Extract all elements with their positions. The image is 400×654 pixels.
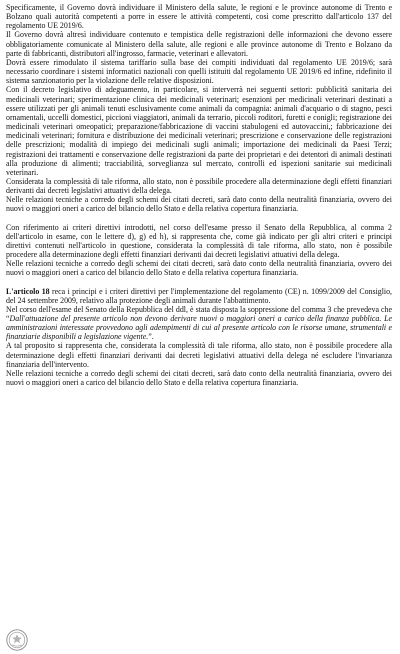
paragraph-with-quote bbox=[6, 305, 392, 342]
paragraph-article-18 bbox=[6, 287, 392, 305]
paragraph: Nelle relazioni tecniche a corredo degli schemi dei citati decreti, sarà dato conto della neutralità finanziaria, ovvero dei nuovi o maggiori oneri a carico del bilancio dello Stato e della relativa copertura finanziaria. bbox=[6, 259, 392, 278]
article-heading: L'articolo 18 bbox=[6, 286, 50, 296]
quoted-text: Dall'attuazione del presente articolo non devono derivare nuovi o maggiori oneri a carico della finanza pubblica. Le amministrazioni interessate provvedono agli adempimenti di cui al presente articolo con le risorse umane, strumentali e finanziarie disponibili a legislazione vigente. bbox=[6, 314, 392, 342]
paragraph: Il Governo dovrà altresì individuare contenuto e tempistica delle registrazioni delle informazioni che devono essere obbligatoriamente comunicate al Ministero della salute, alle regioni e alle province autonome di Trento e Bolzano da parte di fabbricanti, distributori all'ingrosso, farmacie, veterinari e allevatori. bbox=[6, 30, 392, 58]
paragraph: Nelle relazioni tecniche a corredo degli schemi dei citati decreti, sarà dato conto della neutralità finanziaria, ovvero dei nuovi o maggiori oneri a carico del bilancio dello Stato e della relativa copertura finanziaria. bbox=[6, 368, 392, 388]
paragraph: Specificamente, il Governo dovrà individuare il Ministero della salute, le regioni e le province autonome di Trento e Bolzano quali autorità competenti a porre in essere le attività competenti, così come prescritto dall'articolo 137 del regolamento UE 2019/6. bbox=[6, 3, 392, 31]
paragraph: Dovrà essere rimodulato il sistema tariffario sulla base dei compiti individuati dal regolamento UE 2019/6; sarà necessario coordinare i sistemi informatici nazionali con quelli istituiti dal regolamento UE 2019/6 ed infine, ridefinito il sistema sanzionatorio per la violazione delle relative disposizioni. bbox=[6, 57, 392, 86]
paragraph: Considerata la complessità di tale riforma, allo stato, non è possibile procedere alla determinazione degli effetti finanziari derivanti dai decreti legislativi attuativi della delega. bbox=[6, 176, 392, 196]
paragraph: A tal proposito si rappresenta che, considerata la complessità di tale riforma, allo stato, non è possibile procedere alla determinazione degli effetti finanziari derivanti dai decreti legislativi attuativi della delega né escludere l'invarianza finanziaria dell'intervento. bbox=[6, 341, 392, 369]
paragraph: Nelle relazioni tecniche a corredo degli schemi dei citati decreti, sarà dato conto della neutralità finanziaria, ovvero dei nuovi o maggiori oneri a carico del bilancio dello Stato e della relativa copertura finanziaria. bbox=[6, 195, 392, 214]
paragraph-tail: ”. bbox=[148, 332, 154, 342]
paragraph: Con riferimento ai criteri direttivi introdotti, nel corso dell'esame presso il Senato della Repubblica, al comma 2 dell'articolo in esame, con le lettere d), g) ed h), si rappresenta che, come già indicato per gli altri criteri e principi direttivi contenuti nell'articolo in questione, considerata la complessità di tale riforma, allo stato, non è possibile procedere alla determinazione degli effetti finanziari derivanti dai decreti legislativi attuativi della delega. bbox=[6, 222, 392, 260]
official-seal-icon bbox=[6, 629, 28, 651]
paragraph: Con il decreto legislativo di adeguamento, in particolare, si interverrà nei seguenti settori: pubblicità sanitaria dei medicinali veterinari; sperimentazione clinica dei medicinali veterinari; esenzioni per medicinali veterinari destinati a essere utilizzati per gli animali tenuti esclusivamente come animali da compagnia: animali d'acquario o di stagno, pesci ornamentali, uccelli domestici, piccioni viaggiatori, animali da terrario, piccoli roditori, furetti e conigli; registrazione dei medicinali veterinari omeopatici; preparazione/fabbricazione di vaccini stabulogeni ed autovaccini,; fabbricazione dei medicinali veterinari; fornitura e distribuzione dei medicinali veterinari; prescrizione e conservazione delle registrazioni delle prescrizioni; modalità di impiego dei medicinali sugli animali; importazione dei medicinali da Paesi Terzi; registrazioni dei trattamenti e conservazione delle registrazioni da parte dei proprietari e dei detentori di animali destinati alla produzione di alimenti; tracciabilità, sorveglianza sul mercato, controlli ed ispezioni sanitarie sui medicinali veterinari. bbox=[6, 85, 392, 177]
paragraph-text: reca i principi e i criteri direttivi per l'implementazione del regolamento (CE) n. 1099/2009 del Consiglio, del 24 settembre 2009, relativo alla protezione degli animali durante l'abbattimento. bbox=[6, 286, 393, 305]
document-page bbox=[6, 3, 392, 628]
paragraph-text: Nel corso dell'esame del Senato della Repubblica del ddl, è stata disposta la soppressione del comma 3 che prevedeva che “ bbox=[6, 304, 392, 323]
